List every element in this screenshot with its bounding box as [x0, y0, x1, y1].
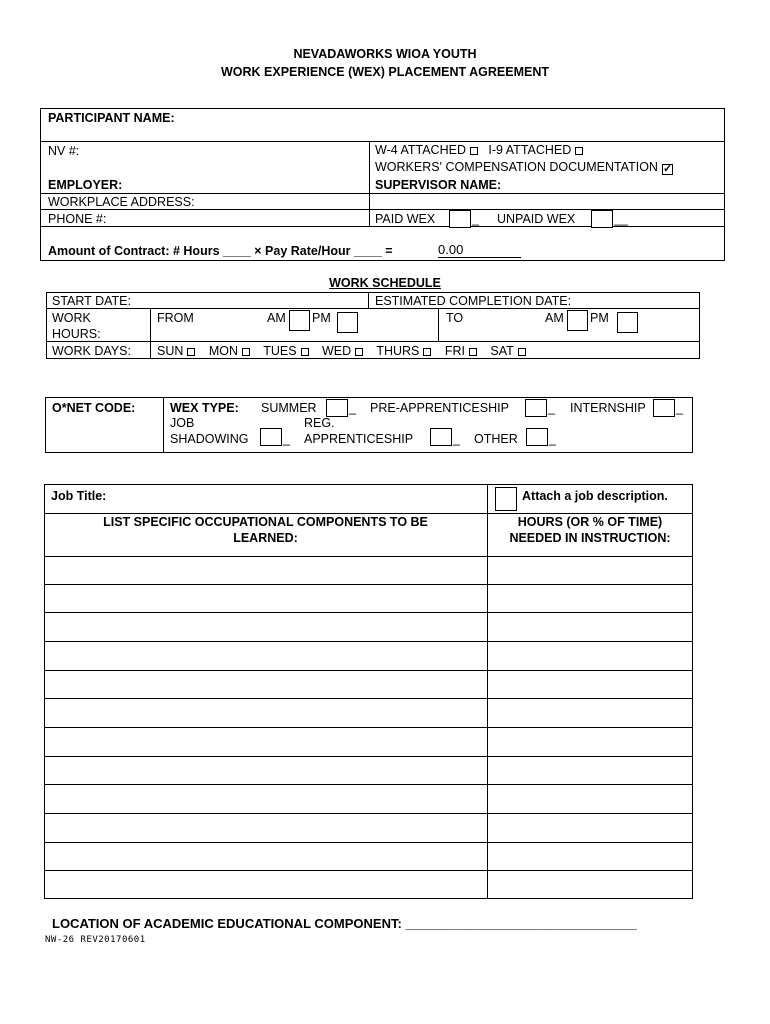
to-pm-label: PM [590, 311, 609, 325]
table-row[interactable] [44, 641, 693, 642]
job-components-table [44, 484, 693, 899]
workers-comp-checkbox[interactable]: ✓ [662, 163, 673, 175]
internship-checkbox[interactable] [653, 399, 675, 417]
completion-date-label: ESTIMATED COMPLETION DATE: [375, 294, 572, 308]
job-label: JOB [170, 416, 195, 430]
paid-wex-label: PAID WEX [375, 212, 436, 226]
to-label: TO [446, 311, 464, 325]
day-tues-checkbox[interactable] [301, 348, 309, 356]
day-fri-checkbox[interactable] [469, 348, 477, 356]
onet-code-label: O*NET CODE: [52, 401, 136, 415]
from-am-checkbox[interactable] [289, 310, 310, 331]
job-title-label: Job Title: [51, 489, 107, 503]
work-days-options [157, 344, 526, 358]
start-date-label: START DATE: [52, 294, 131, 308]
workers-comp-label: WORKERS' COMPENSATION DOCUMENTATION [375, 160, 658, 174]
from-label: FROM [157, 311, 194, 325]
w4-i9-line [375, 143, 583, 157]
summer-checkbox[interactable] [326, 399, 348, 417]
day-fri-label: FRI [444, 344, 465, 358]
day-wed-label: WED [321, 344, 352, 358]
i9-checkbox[interactable] [575, 147, 583, 155]
form-title-line2: WORK EXPERIENCE (WEX) PLACEMENT AGREEMENT [220, 65, 550, 79]
work-days-label: WORK DAYS: [52, 344, 131, 358]
day-thurs-label: THURS [376, 344, 420, 358]
components-header-line1: LIST SPECIFIC OCCUPATIONAL COMPONENTS TO BE [103, 515, 428, 529]
day-mon-label: MON [208, 344, 238, 358]
other-label: OTHER [474, 432, 518, 446]
day-thurs-checkbox[interactable] [423, 348, 431, 356]
apprenticeship-checkbox[interactable] [430, 428, 452, 446]
work-hours-label-2: HOURS: [52, 327, 101, 341]
table-row[interactable] [44, 842, 693, 843]
to-am-checkbox[interactable] [567, 310, 588, 331]
w4-checkbox[interactable] [470, 147, 478, 155]
shadowing-label: SHADOWING [170, 432, 249, 446]
job-shadowing-checkbox[interactable] [260, 428, 282, 446]
table-row[interactable] [44, 813, 693, 814]
day-wed-checkbox[interactable] [355, 348, 363, 356]
day-mon-checkbox[interactable] [242, 348, 250, 356]
attach-job-description-checkbox[interactable] [495, 487, 517, 511]
phone-label: PHONE #: [48, 212, 107, 226]
table-row[interactable] [44, 727, 693, 728]
wex-type-label: WEX TYPE: [170, 401, 239, 415]
to-am-label: AM [545, 311, 564, 325]
employer-label: EMPLOYER: [48, 178, 123, 192]
table-row[interactable] [44, 612, 693, 613]
reg-label: REG. [304, 416, 335, 430]
attach-job-description-label: Attach a job description. [522, 489, 668, 503]
table-row[interactable] [44, 698, 693, 699]
pre-apprenticeship-checkbox[interactable] [525, 399, 547, 417]
from-pm-label: PM [312, 311, 331, 325]
components-header-line2: LEARNED: [233, 531, 298, 545]
table-row[interactable] [44, 756, 693, 757]
day-sun-label: SUN [157, 344, 184, 358]
supervisor-name-label: SUPERVISOR NAME: [375, 178, 502, 192]
day-sat-label: SAT [490, 344, 514, 358]
academic-location-label: LOCATION OF ACADEMIC EDUCATIONAL COMPONENT: ________________________________ [52, 916, 637, 931]
from-am-label: AM [267, 311, 286, 325]
day-sat-checkbox[interactable] [518, 348, 526, 356]
work-hours-label-1: WORK [52, 311, 91, 325]
day-tues-label: TUES [263, 344, 297, 358]
internship-label: INTERNSHIP [570, 401, 646, 415]
participant-name-label: PARTICIPANT NAME: [48, 111, 175, 125]
nv-number-label: NV #: [48, 144, 80, 158]
workplace-address-label: WORKPLACE ADDRESS: [48, 195, 195, 209]
work-schedule-title: WORK SCHEDULE [329, 276, 441, 290]
apprenticeship-label: APPRENTICESHIP [304, 432, 414, 446]
hours-header-line2: NEEDED IN INSTRUCTION: [509, 531, 671, 545]
workers-comp-line [375, 160, 673, 175]
other-checkbox[interactable] [526, 428, 548, 446]
paid-wex-checkbox[interactable] [449, 210, 471, 228]
w4-label: W-4 ATTACHED [375, 143, 466, 157]
contract-amount-value[interactable]: 0.00 [438, 242, 521, 258]
i9-label: I-9 ATTACHED [488, 143, 572, 157]
form-code: NW-26 REV20170601 [45, 935, 146, 945]
unpaid-wex-label: UNPAID WEX [497, 212, 576, 226]
hours-header-line1: HOURS (OR % OF TIME) [517, 515, 663, 529]
to-pm-checkbox[interactable] [617, 312, 638, 333]
table-row[interactable] [44, 784, 693, 785]
form-title-line1: NEVADAWORKS WIOA YOUTH [293, 47, 477, 61]
unpaid-wex-checkbox[interactable] [591, 210, 613, 228]
day-sun-checkbox[interactable] [187, 348, 195, 356]
from-pm-checkbox[interactable] [337, 312, 358, 333]
table-row[interactable] [44, 584, 693, 585]
table-row[interactable] [44, 670, 693, 671]
contract-amount-label: Amount of Contract: # Hours ____ × Pay Rate/Hour ____ = [48, 244, 393, 258]
table-row[interactable] [44, 870, 693, 871]
summer-label: SUMMER [261, 401, 317, 415]
pre-apprenticeship-label: PRE-APPRENTICESHIP [370, 401, 509, 415]
